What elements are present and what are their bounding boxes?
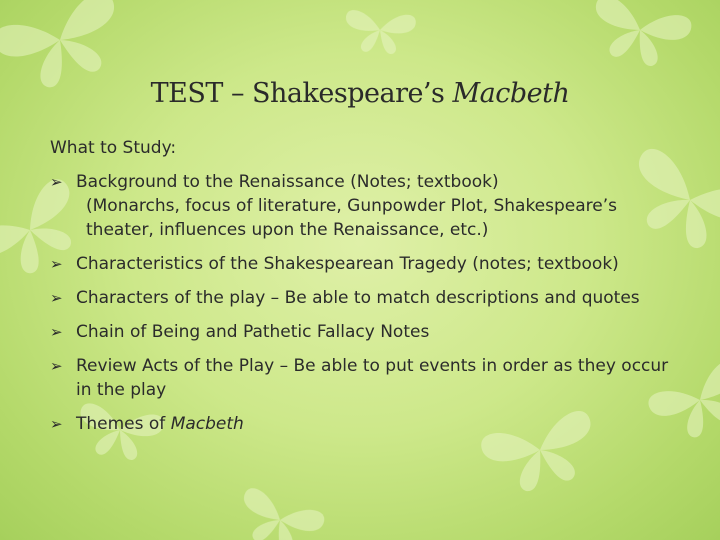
bullet-text: Background to the Renaissance (Notes; textbook) (76, 172, 499, 192)
bullet-item (50, 354, 680, 402)
bullet-item (50, 320, 680, 344)
arrow-bullet-icon: ➢ (50, 357, 63, 375)
bullet-text-italic: Macbeth (170, 414, 244, 434)
bullet-text (76, 412, 680, 436)
bullet-subtext: (Monarchs, focus of literature, Gunpowder Plot, Shakespeare’s theater, influences upon the Renaissance, etc.) (86, 196, 618, 240)
bullet-text: Characteristics of the Shakespearean Tragedy (notes; textbook) (76, 254, 619, 274)
arrow-bullet-icon: ➢ (50, 415, 63, 433)
bullet-text: Chain of Being and Pathetic Fallacy Notes (76, 322, 430, 342)
bullet-text: Characters of the play – Be able to match descriptions and quotes (76, 288, 640, 308)
butterfly-icon (343, 9, 416, 56)
subheading: What to Study: (50, 138, 177, 158)
bullet-item (50, 286, 680, 310)
arrow-bullet-icon: ➢ (50, 289, 63, 307)
slide-title-italic: Macbeth (452, 78, 570, 109)
slide-title-main: TEST – Shakespeare’s (150, 78, 453, 109)
bullet-text: Review Acts of the Play – Be able to put events in order as they occur in the play (76, 356, 669, 400)
bullet-item (50, 252, 680, 276)
butterfly-icon (231, 486, 327, 540)
arrow-bullet-icon: ➢ (50, 323, 63, 341)
slide-content (50, 136, 680, 446)
bullet-item (50, 412, 680, 436)
butterfly-icon (584, 0, 693, 74)
slide-title (0, 78, 720, 109)
bullet-text-main: Themes of (76, 414, 171, 434)
arrow-bullet-icon: ➢ (50, 173, 63, 191)
bullet-item (50, 170, 680, 242)
arrow-bullet-icon: ➢ (50, 255, 63, 273)
